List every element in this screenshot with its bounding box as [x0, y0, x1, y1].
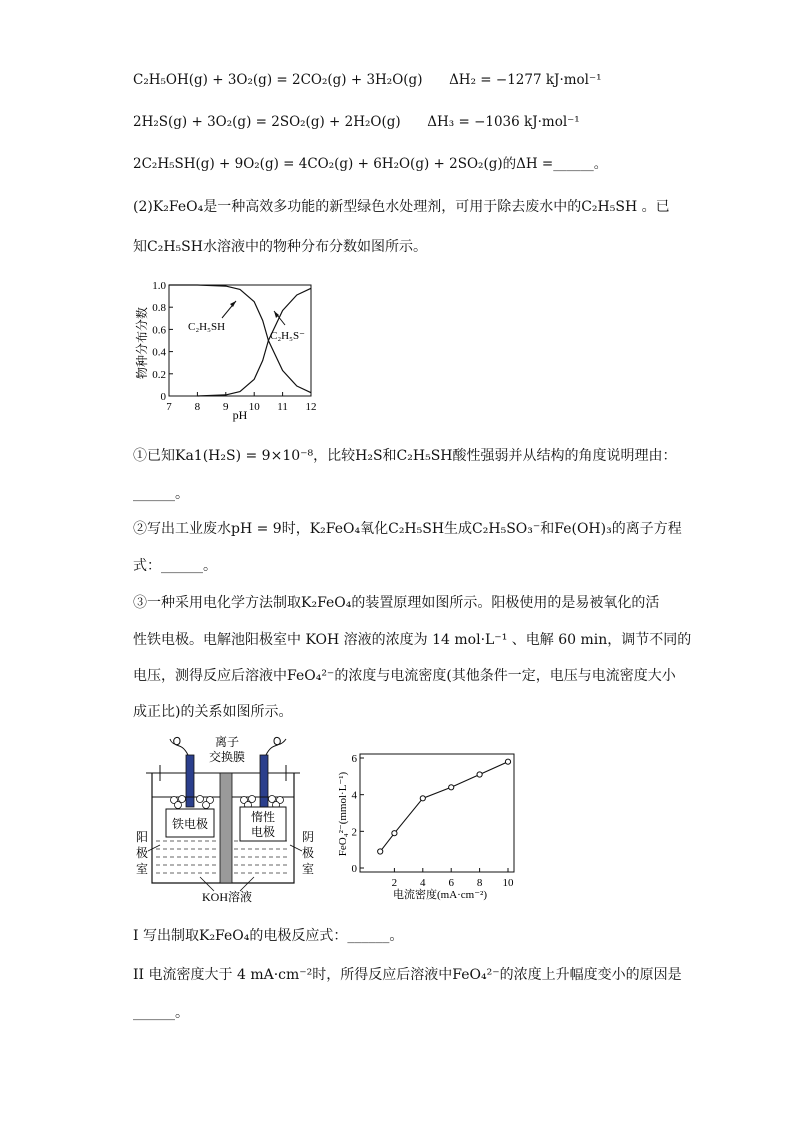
chart2-x-tick-label: 6	[448, 877, 454, 889]
svg-text:极: 极	[301, 846, 315, 860]
punctuation: 。	[175, 1005, 189, 1021]
chart2-y-axis	[352, 753, 365, 875]
cathode-rod	[260, 755, 268, 807]
species-distribution-chart	[130, 275, 330, 425]
q2-answer	[133, 556, 217, 576]
chart2-x-tick-label: 8	[476, 877, 483, 889]
chart2-x-axis	[392, 868, 514, 889]
equation-reaction: 2H₂S(g) + 3O₂(g) = 2SO₂(g) + 2H₂O(g)	[133, 114, 401, 130]
q3-line-1: ③一种采用电化学方法制取K₂FeO₄的装置原理如图所示。阳极使用的是易被氧化的活	[133, 595, 660, 611]
answer-blank[interactable]: ______	[133, 486, 175, 502]
q2-line: ②写出工业废水pH = 9时，K₂FeO₄氧化C₂H₅SH生成C₂H₅SO₃⁻和Fe(OH)₃的离子方程	[133, 521, 682, 537]
chart2-y-tick-label: 4	[351, 789, 357, 802]
data-point	[420, 796, 425, 801]
chart2-y-tick-label: 2	[351, 826, 357, 839]
chart2-xlabel: 电流密度(mA·cm⁻²)	[392, 889, 488, 901]
equation-ethanethiol	[133, 154, 607, 174]
q1-line: ①已知Ka1(H₂S) = 9×10⁻⁸，比较H₂S和C₂H₅SH酸性强弱并从结构的角度说明理由：	[133, 448, 677, 464]
chart2-y-tick-label: 6	[351, 753, 357, 765]
anode-room-pointer	[148, 845, 160, 851]
chart1-y-tick-label: 1.0	[152, 280, 166, 292]
chart1-y-tick-label: 0.2	[152, 368, 166, 381]
chart1-y-axis	[152, 280, 173, 403]
svg-text:阳: 阳	[135, 830, 149, 844]
chart1-x-tick-label: 11	[277, 401, 288, 413]
equation-ethanol	[133, 70, 602, 90]
svg-text:室: 室	[301, 862, 315, 876]
q3-line-3: 电压，测得反应后溶液中FeO₄²⁻的浓度与电流密度(其他条件一定，电压与电流密度大小	[133, 668, 676, 684]
svg-text:阴: 阴	[301, 830, 315, 844]
equation-enthalpy: ΔH₂ = −1277 kJ·mol⁻¹	[449, 72, 602, 88]
punctuation: 。	[175, 486, 189, 502]
inert-electrode-label-2: 电极	[250, 825, 276, 839]
equation-reaction: 2C₂H₅SH(g) + 9O₂(g) = 4CO₂(g) + 6H₂O(g) + 2SO₂(g)的ΔH =	[133, 156, 554, 172]
label-c2h5s-ion: C₂H₅S⁻	[270, 330, 305, 342]
cathode-wire	[266, 737, 286, 755]
series-line-c2h5s-ion	[197, 288, 311, 396]
equation-h2s	[133, 112, 580, 132]
svg-text:室: 室	[135, 862, 149, 876]
answer-blank[interactable]: ______	[553, 156, 594, 172]
chart1-y-tick-label: 0	[160, 391, 166, 403]
chart2-x-tick-label: 2	[391, 877, 398, 889]
answer-blank[interactable]: ______	[347, 928, 390, 944]
answer-blank[interactable]: ______	[133, 1005, 175, 1021]
punctuation: 。	[389, 928, 404, 944]
punctuation: 。	[593, 156, 608, 172]
data-point	[392, 831, 397, 836]
equation-enthalpy: ΔH₃ = −1036 kJ·mol⁻¹	[427, 114, 580, 130]
koh-pointer-right	[240, 877, 254, 891]
q3-line-4: 成正比)的关系如图所示。	[133, 704, 293, 720]
membrane-label-2: 交换膜	[208, 750, 246, 764]
part2-line2: 知C₂H₅SH水溶液中的物种分布分数如图所示。	[133, 239, 427, 255]
svg-text:极: 极	[135, 846, 149, 860]
data-point	[449, 785, 454, 790]
chart2-x-tick-label: 10	[502, 877, 514, 889]
q3-line-2: 性铁电极。电解池阳极室中 KOH 溶液的浓度为 14 mol·L⁻¹ 、电解 60 min，调节不同的	[133, 632, 692, 648]
ion-exchange-membrane	[220, 773, 232, 883]
cathode-room-pointer	[290, 845, 302, 851]
chart1-x-tick-label: 8	[194, 401, 201, 413]
part2-line1: (2)K₂FeO₄是一种高效多功能的新型绿色水处理剂，可用于除去废水中的C₂H₅SH 。已	[133, 199, 670, 215]
chart2-x-tick-label: 4	[420, 877, 426, 889]
q2-line2: 式：	[133, 558, 161, 574]
series-line-ferrate	[380, 762, 508, 852]
chart1-x-tick-label: 12	[305, 401, 317, 413]
anode-rod	[186, 755, 194, 807]
chart1-ylabel: 物种分布分数	[135, 306, 149, 380]
arrowhead-c2h5sh	[230, 301, 236, 307]
sub1-line	[133, 926, 403, 946]
q1-answer	[133, 484, 189, 504]
chart1-y-tick-label: 0.8	[152, 302, 166, 315]
chart2-series	[378, 759, 511, 854]
inert-electrode-label-1: 惰性	[250, 810, 276, 824]
koh-solution-label: KOH溶液	[202, 890, 252, 904]
punctuation: 。	[203, 558, 217, 574]
label-c2h5sh: C₂H₅SH	[188, 321, 226, 333]
anode-room-label	[136, 830, 148, 876]
chart1-x-tick-label: 10	[248, 401, 260, 413]
chart1-y-tick-label: 0.6	[152, 324, 166, 337]
cathode-room-label	[302, 830, 314, 876]
sub2-line: II 电流密度大于 4 mA·cm⁻²时，所得反应后溶液中FeO₄²⁻的浓度上升幅度变小的原因是	[133, 967, 682, 983]
koh-pointer-left	[200, 877, 214, 891]
ferrate-concentration-chart	[330, 750, 520, 910]
electrolysis-apparatus	[130, 733, 320, 908]
chart2-ylabel: FeO₄²⁻(mmol·L⁻¹)	[337, 771, 349, 857]
sub1-text: I 写出制取K₂FeO₄的电极反应式：	[133, 928, 348, 944]
data-point	[477, 772, 482, 777]
anode-wire	[170, 737, 188, 755]
membrane-label-1: 离子	[214, 735, 240, 749]
chart1-y-tick-label: 0.4	[152, 346, 166, 359]
data-point	[378, 849, 383, 854]
iron-electrode-label: 铁电极	[171, 817, 209, 831]
chart1-x-tick-label: 7	[166, 401, 172, 413]
sub2-answer	[133, 1003, 189, 1023]
chart1-x-tick-label: 9	[223, 401, 229, 413]
data-point	[505, 759, 510, 764]
chart1-xlabel: pH	[232, 408, 248, 422]
chart2-y-tick-label: 0	[351, 863, 357, 875]
equation-reaction: C₂H₅OH(g) + 3O₂(g) = 2CO₂(g) + 3H₂O(g)	[133, 72, 423, 88]
answer-blank[interactable]: ______	[161, 558, 203, 574]
chart2-frame	[360, 754, 514, 872]
